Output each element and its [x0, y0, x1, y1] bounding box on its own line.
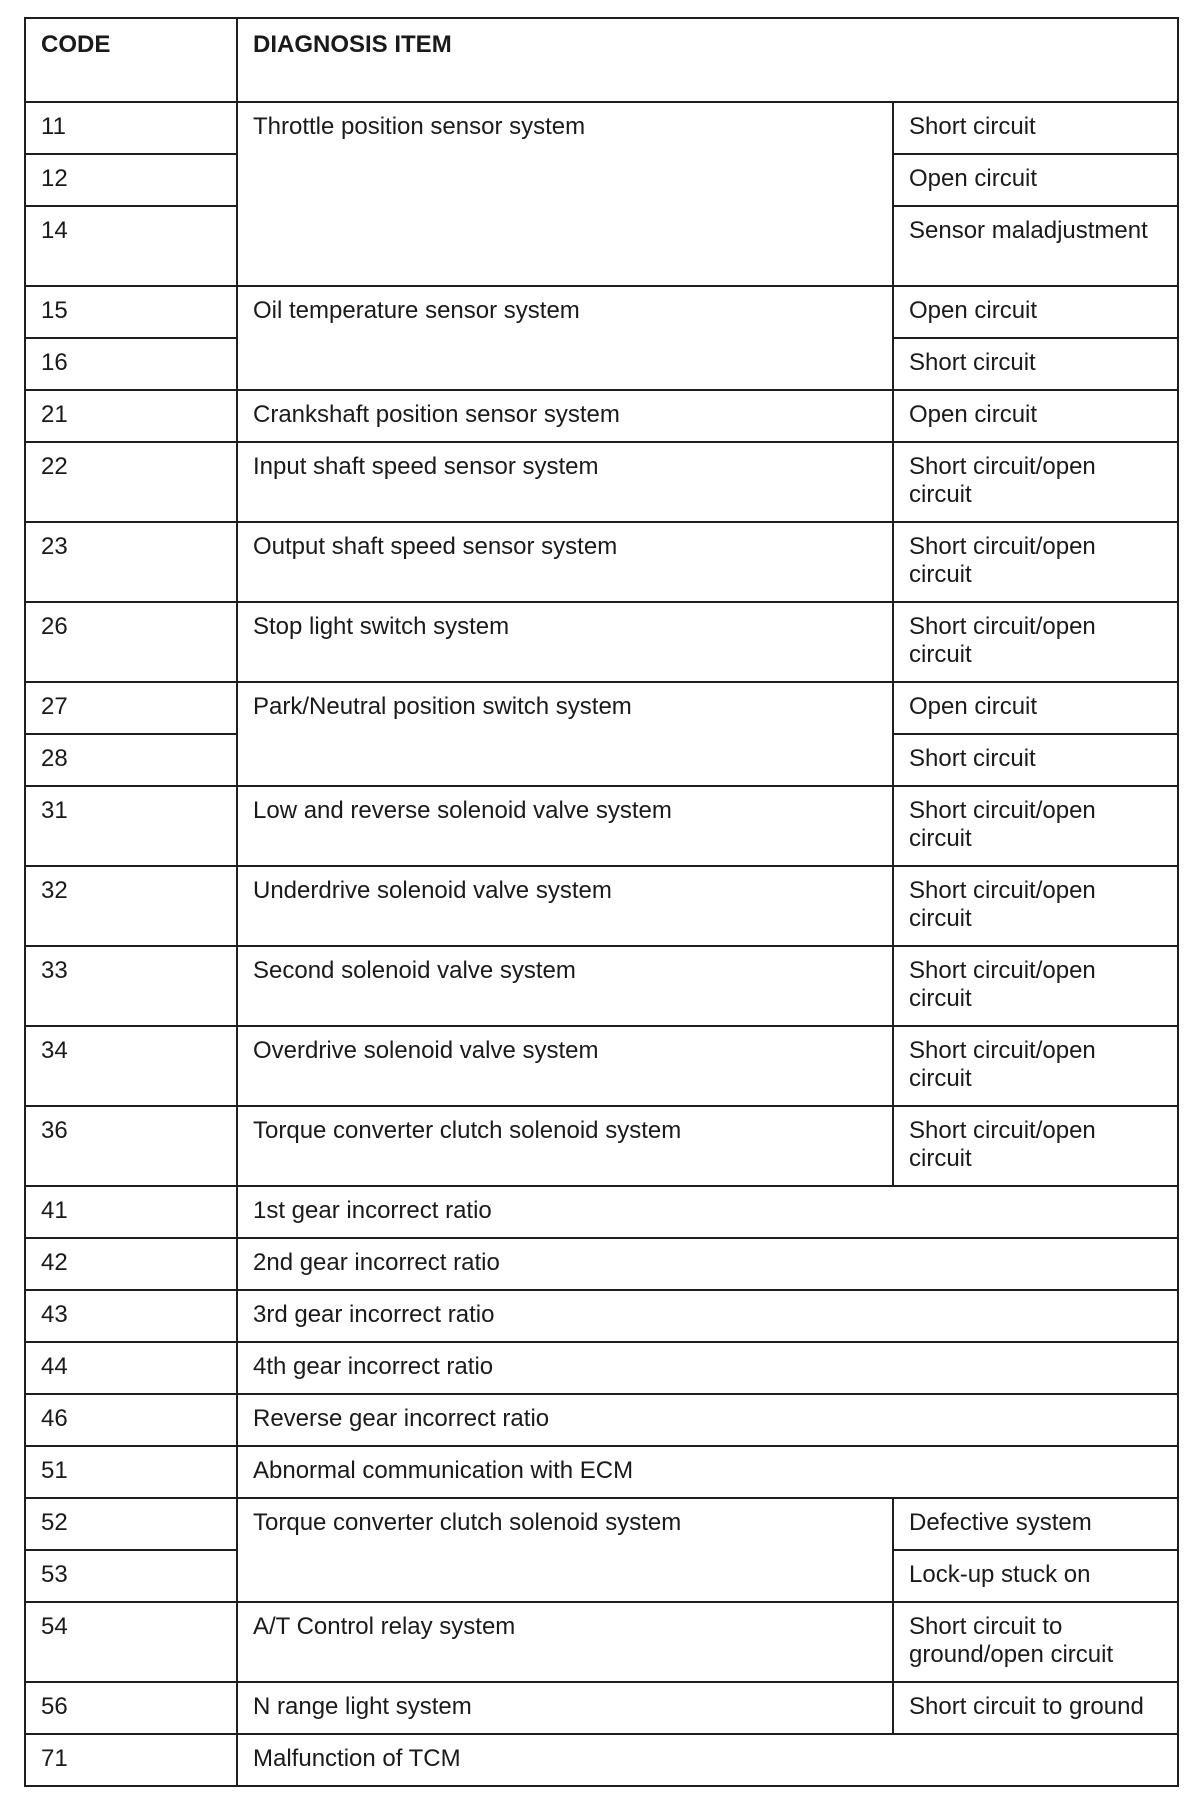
code-cell: 32	[25, 866, 237, 946]
table-row	[25, 390, 1178, 442]
table-row	[25, 682, 1178, 734]
condition-cell: Short circuit/open circuit	[893, 786, 1178, 866]
code-cell: 11	[25, 102, 237, 154]
diagnosis-item-cell: Malfunction of TCM	[237, 1734, 1178, 1786]
table-row	[25, 1186, 1178, 1238]
code-cell: 42	[25, 1238, 237, 1290]
diagnosis-item-cell: Reverse gear incorrect ratio	[237, 1394, 1178, 1446]
diagnosis-item-cell: Input shaft speed sensor system	[237, 442, 893, 522]
condition-cell: Short circuit/open circuit	[893, 442, 1178, 522]
diagnosis-item-cell: Overdrive solenoid valve system	[237, 1026, 893, 1106]
diagnosis-item-cell: Oil temperature sensor system	[237, 286, 893, 390]
condition-cell: Short circuit/open circuit	[893, 602, 1178, 682]
diagnosis-item-cell: Torque converter clutch solenoid system	[237, 1106, 893, 1186]
table-row	[25, 286, 1178, 338]
table-row	[25, 786, 1178, 866]
condition-cell: Open circuit	[893, 286, 1178, 338]
condition-cell: Lock-up stuck on	[893, 1550, 1178, 1602]
code-cell: 41	[25, 1186, 237, 1238]
code-cell: 44	[25, 1342, 237, 1394]
table-row	[25, 1290, 1178, 1342]
diagnosis-item-cell: Low and reverse solenoid valve system	[237, 786, 893, 866]
diagnosis-item-cell: A/T Control relay system	[237, 1602, 893, 1682]
diagnosis-item-cell: Park/Neutral position switch system	[237, 682, 893, 786]
table-row	[25, 1394, 1178, 1446]
code-cell: 51	[25, 1446, 237, 1498]
table-row	[25, 442, 1178, 522]
table-row	[25, 1026, 1178, 1106]
code-cell: 54	[25, 1602, 237, 1682]
diagnosis-item-cell: Torque converter clutch solenoid system	[237, 1498, 893, 1602]
table-row	[25, 1342, 1178, 1394]
diagnosis-item-cell: Second solenoid valve system	[237, 946, 893, 1026]
condition-cell: Short circuit	[893, 734, 1178, 786]
condition-cell: Short circuit	[893, 338, 1178, 390]
code-column-header: CODE	[25, 18, 237, 102]
diagnosis-code-table	[24, 17, 1179, 1787]
diagnosis-item-cell: Throttle position sensor system	[237, 102, 893, 286]
code-cell: 52	[25, 1498, 237, 1550]
code-cell: 71	[25, 1734, 237, 1786]
table-row	[25, 946, 1178, 1026]
table-row	[25, 1498, 1178, 1550]
condition-cell: Open circuit	[893, 154, 1178, 206]
table-row	[25, 1238, 1178, 1290]
table-row	[25, 1446, 1178, 1498]
code-cell: 15	[25, 286, 237, 338]
condition-cell: Sensor maladjustment	[893, 206, 1178, 286]
diagnosis-item-cell: 3rd gear incorrect ratio	[237, 1290, 1178, 1342]
table-row	[25, 102, 1178, 154]
diagnosis-item-cell: Abnormal communication with ECM	[237, 1446, 1178, 1498]
table-row	[25, 1106, 1178, 1186]
table-row	[25, 1682, 1178, 1734]
diagnosis-item-cell: Underdrive solenoid valve system	[237, 866, 893, 946]
condition-cell: Short circuit	[893, 102, 1178, 154]
diagnosis-item-cell: N range light system	[237, 1682, 893, 1734]
code-cell: 27	[25, 682, 237, 734]
condition-cell: Short circuit/open circuit	[893, 866, 1178, 946]
code-cell: 43	[25, 1290, 237, 1342]
diagnosis-item-cell: Output shaft speed sensor system	[237, 522, 893, 602]
code-cell: 36	[25, 1106, 237, 1186]
code-cell: 14	[25, 206, 237, 286]
diagnosis-item-cell: 2nd gear incorrect ratio	[237, 1238, 1178, 1290]
condition-cell: Short circuit/open circuit	[893, 1106, 1178, 1186]
condition-cell: Short circuit to ground/open circuit	[893, 1602, 1178, 1682]
table-row	[25, 522, 1178, 602]
table-header-row	[25, 18, 1178, 102]
condition-cell: Short circuit to ground	[893, 1682, 1178, 1734]
diagnosis-item-column-header: DIAGNOSIS ITEM	[237, 18, 1178, 102]
code-cell: 16	[25, 338, 237, 390]
code-cell: 46	[25, 1394, 237, 1446]
table-row	[25, 1734, 1178, 1786]
code-cell: 23	[25, 522, 237, 602]
condition-cell: Open circuit	[893, 682, 1178, 734]
diagnosis-item-cell: 4th gear incorrect ratio	[237, 1342, 1178, 1394]
condition-cell: Open circuit	[893, 390, 1178, 442]
code-cell: 21	[25, 390, 237, 442]
code-cell: 53	[25, 1550, 237, 1602]
diagnosis-item-cell: 1st gear incorrect ratio	[237, 1186, 1178, 1238]
code-cell: 31	[25, 786, 237, 866]
diagnosis-item-cell: Stop light switch system	[237, 602, 893, 682]
diagnosis-item-cell: Crankshaft position sensor system	[237, 390, 893, 442]
code-cell: 34	[25, 1026, 237, 1106]
table-row	[25, 866, 1178, 946]
condition-cell: Short circuit/open circuit	[893, 946, 1178, 1026]
condition-cell: Defective system	[893, 1498, 1178, 1550]
code-cell: 28	[25, 734, 237, 786]
code-cell: 22	[25, 442, 237, 522]
table-row	[25, 1602, 1178, 1682]
code-cell: 12	[25, 154, 237, 206]
code-cell: 56	[25, 1682, 237, 1734]
table-row	[25, 602, 1178, 682]
condition-cell: Short circuit/open circuit	[893, 522, 1178, 602]
condition-cell: Short circuit/open circuit	[893, 1026, 1178, 1106]
code-cell: 33	[25, 946, 237, 1026]
code-cell: 26	[25, 602, 237, 682]
